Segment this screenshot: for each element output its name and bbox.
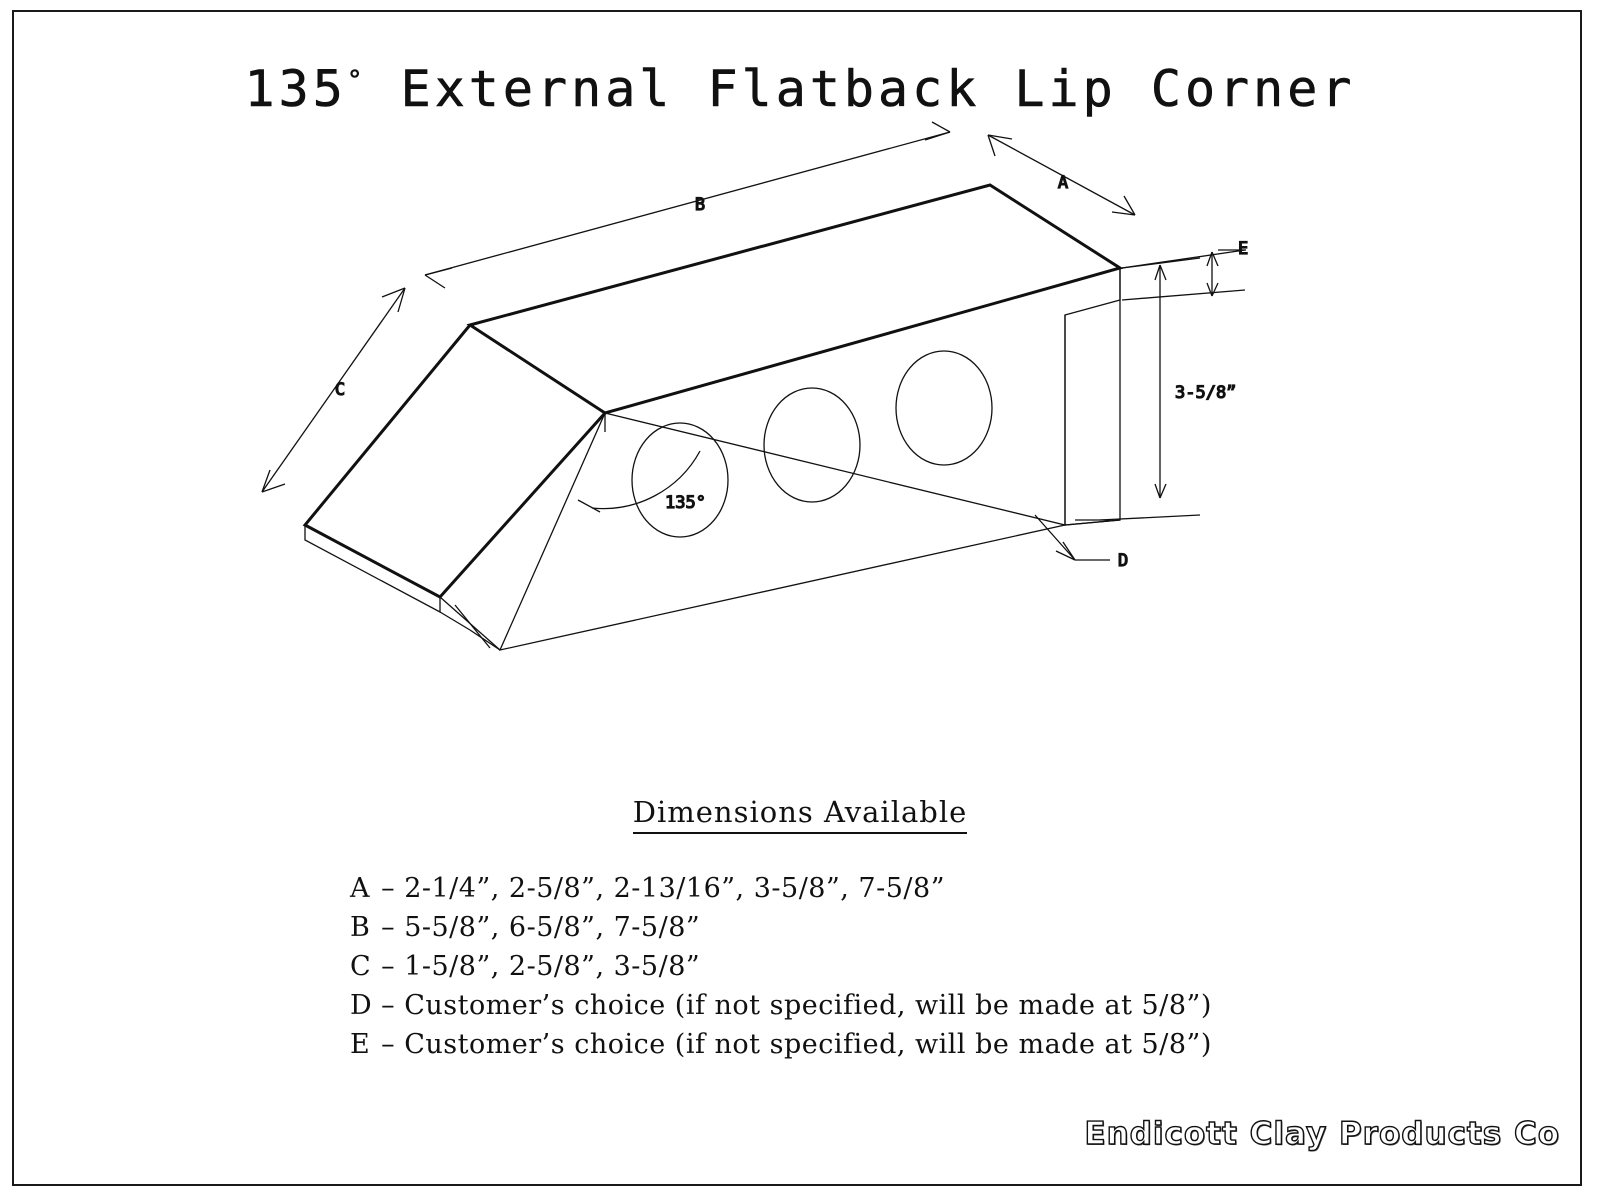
dimension-e xyxy=(1122,239,1248,300)
list-item xyxy=(350,1025,1600,1064)
bottom-edges xyxy=(470,630,500,650)
dimension-dash: – xyxy=(381,951,396,982)
dimension-b-label: B xyxy=(694,195,706,215)
dimension-key: C xyxy=(350,951,372,982)
dimension-key: A xyxy=(350,873,370,904)
dimension-value: Customer’s choice (if not specified, will be made at 5/8”) xyxy=(404,1029,1212,1060)
dimension-a-label: A xyxy=(1057,173,1069,193)
dimensions-list xyxy=(0,869,1600,1064)
dimensions-section xyxy=(0,795,1600,1064)
dimension-dash: – xyxy=(381,873,396,904)
angle-label: 135° xyxy=(665,493,706,513)
dimension-height-label: 3-5/8” xyxy=(1175,383,1237,403)
dimension-key: D xyxy=(350,990,373,1021)
page-title-rest: External Flatback Lip Corner xyxy=(366,60,1356,118)
top-face xyxy=(470,185,1120,413)
angle-indicator xyxy=(578,451,706,513)
dimension-dash: – xyxy=(381,1029,396,1060)
front-face xyxy=(500,268,1120,650)
degree-symbol: ° xyxy=(346,65,367,96)
dimension-d-label: D xyxy=(1118,551,1129,571)
right-end-face xyxy=(605,268,1120,525)
dimension-dash: – xyxy=(381,990,396,1021)
list-item xyxy=(350,908,1600,947)
list-item xyxy=(350,869,1600,908)
dimension-b xyxy=(425,122,950,288)
hole-3 xyxy=(896,351,992,465)
hole-2 xyxy=(764,388,860,502)
dimension-value: 2-1/4”, 2-5/8”, 2-13/16”, 3-5/8”, 7-5/8” xyxy=(404,873,945,904)
list-item xyxy=(350,986,1600,1025)
list-item xyxy=(350,947,1600,986)
dimension-c-label: C xyxy=(334,380,346,400)
page-title-number: 135 xyxy=(244,60,347,118)
dimension-value: 1-5/8”, 2-5/8”, 3-5/8” xyxy=(404,951,701,982)
dimension-value: Customer’s choice (if not specified, will be made at 5/8”) xyxy=(404,990,1212,1021)
dimensions-heading-text: Dimensions Available xyxy=(633,795,968,834)
dimension-key: B xyxy=(350,912,371,943)
dimension-value: 5-5/8”, 6-5/8”, 7-5/8” xyxy=(404,912,701,943)
hole-1 xyxy=(632,423,728,537)
dimension-key: E xyxy=(350,1029,371,1060)
dimension-dash: – xyxy=(381,912,396,943)
dimension-a xyxy=(988,135,1135,215)
dimension-c xyxy=(262,288,405,492)
company-logo: Endicott Clay Products Co xyxy=(1084,1116,1560,1152)
dimensions-heading xyxy=(0,795,1600,829)
dimension-e-label: E xyxy=(1238,239,1249,259)
